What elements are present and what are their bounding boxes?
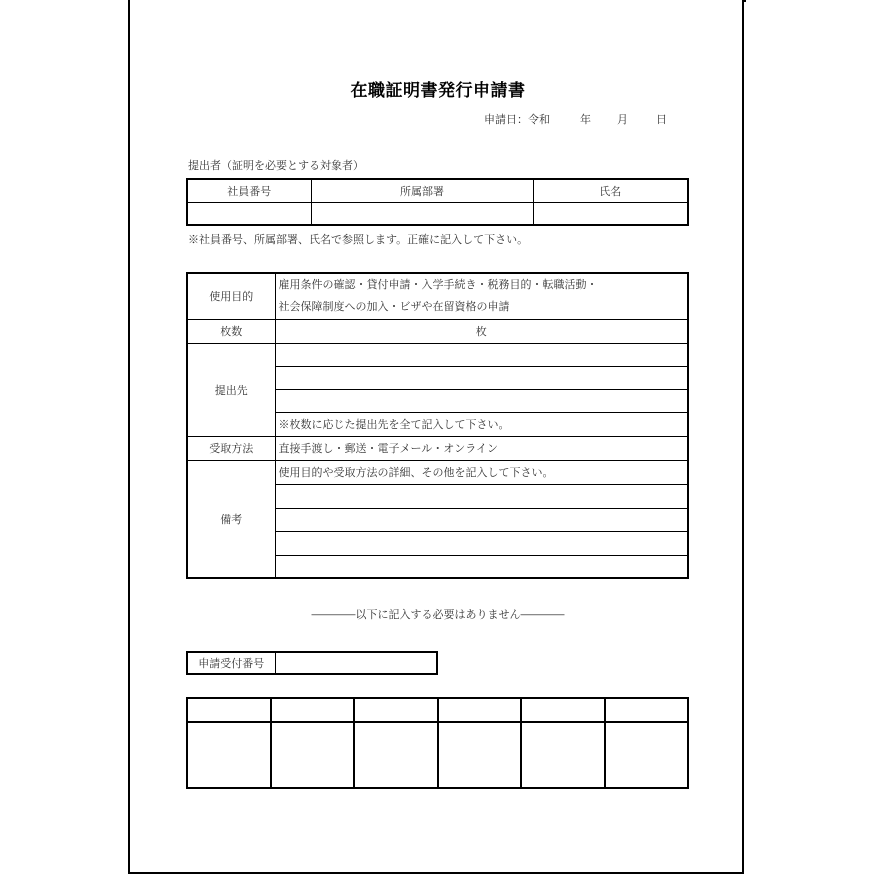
receipt-number-table bbox=[186, 651, 438, 675]
document-title: 在職証明書発行申請書 bbox=[350, 81, 526, 101]
destination-line-2[interactable] bbox=[275, 366, 688, 389]
receipt-number-field[interactable] bbox=[275, 652, 437, 674]
submitter-table bbox=[186, 178, 689, 226]
header-department: 所属部署 bbox=[311, 179, 533, 202]
submitter-note: ※社員番号、所属部署、氏名で参照します。正確に記入して下さい。 bbox=[188, 233, 529, 246]
stamp-box-5[interactable] bbox=[521, 722, 605, 788]
receipt-method-options[interactable]: 直接手渡し・郵送・電子メール・オンライン bbox=[275, 436, 688, 460]
receipt-number-label: 申請受付番号 bbox=[187, 652, 275, 674]
destination-note: ※枚数に応じた提出先を全て記入して下さい。 bbox=[275, 412, 688, 436]
employee-number-field[interactable] bbox=[187, 202, 311, 225]
destination-line-3[interactable] bbox=[275, 389, 688, 412]
purpose-label: 使用目的 bbox=[187, 273, 275, 319]
stamp-box-3[interactable] bbox=[354, 722, 438, 788]
remarks-line-3[interactable] bbox=[275, 531, 688, 555]
name-field[interactable] bbox=[533, 202, 688, 225]
remarks-label: 備考 bbox=[187, 460, 275, 578]
stamp-box-4[interactable] bbox=[438, 722, 522, 788]
office-use-divider: ――――以下に記入する必要はありません―――― bbox=[311, 608, 565, 621]
department-field[interactable] bbox=[311, 202, 533, 225]
count-label: 枚数 bbox=[187, 319, 275, 343]
purpose-options[interactable] bbox=[275, 273, 688, 319]
remarks-line-4[interactable] bbox=[275, 555, 688, 578]
remarks-line-1[interactable] bbox=[275, 484, 688, 508]
application-date bbox=[484, 111, 667, 127]
remarks-line-2[interactable] bbox=[275, 508, 688, 531]
remarks-note: 使用目的や受取方法の詳細、その他を記入して下さい。 bbox=[275, 460, 688, 484]
stamp-header-3[interactable] bbox=[354, 698, 438, 722]
stamp-header-2[interactable] bbox=[271, 698, 355, 722]
count-field[interactable] bbox=[275, 319, 688, 343]
destination-label: 提出先 bbox=[187, 343, 275, 436]
submitter-caption: 提出者（証明を必要とする対象者） bbox=[188, 159, 364, 172]
stamp-box-6[interactable] bbox=[605, 722, 689, 788]
date-day: 日 bbox=[656, 113, 667, 126]
stamp-header-5[interactable] bbox=[521, 698, 605, 722]
date-month: 月 bbox=[617, 113, 628, 126]
receipt-method-label: 受取方法 bbox=[187, 436, 275, 460]
header-name: 氏名 bbox=[533, 179, 688, 202]
stamp-header-1[interactable] bbox=[187, 698, 271, 722]
header-employee-number: 社員番号 bbox=[187, 179, 311, 202]
stamp-header-4[interactable] bbox=[438, 698, 522, 722]
stamp-box-1[interactable] bbox=[187, 722, 271, 788]
purpose-line-2: 社会保障制度への加入・ビザや在留資格の申請 bbox=[278, 300, 510, 314]
date-label: 申請日：令和 bbox=[484, 113, 550, 126]
date-year: 年 bbox=[580, 113, 591, 126]
details-table bbox=[186, 272, 689, 579]
approval-stamp-table bbox=[186, 697, 689, 789]
purpose-line-1: 雇用条件の確認・貸付申請・入学手続き・税務目的・転職活動・ bbox=[278, 278, 598, 292]
stamp-box-2[interactable] bbox=[271, 722, 355, 788]
count-unit: 枚 bbox=[475, 325, 487, 338]
destination-line-1[interactable] bbox=[275, 343, 688, 366]
stamp-header-6[interactable] bbox=[605, 698, 689, 722]
